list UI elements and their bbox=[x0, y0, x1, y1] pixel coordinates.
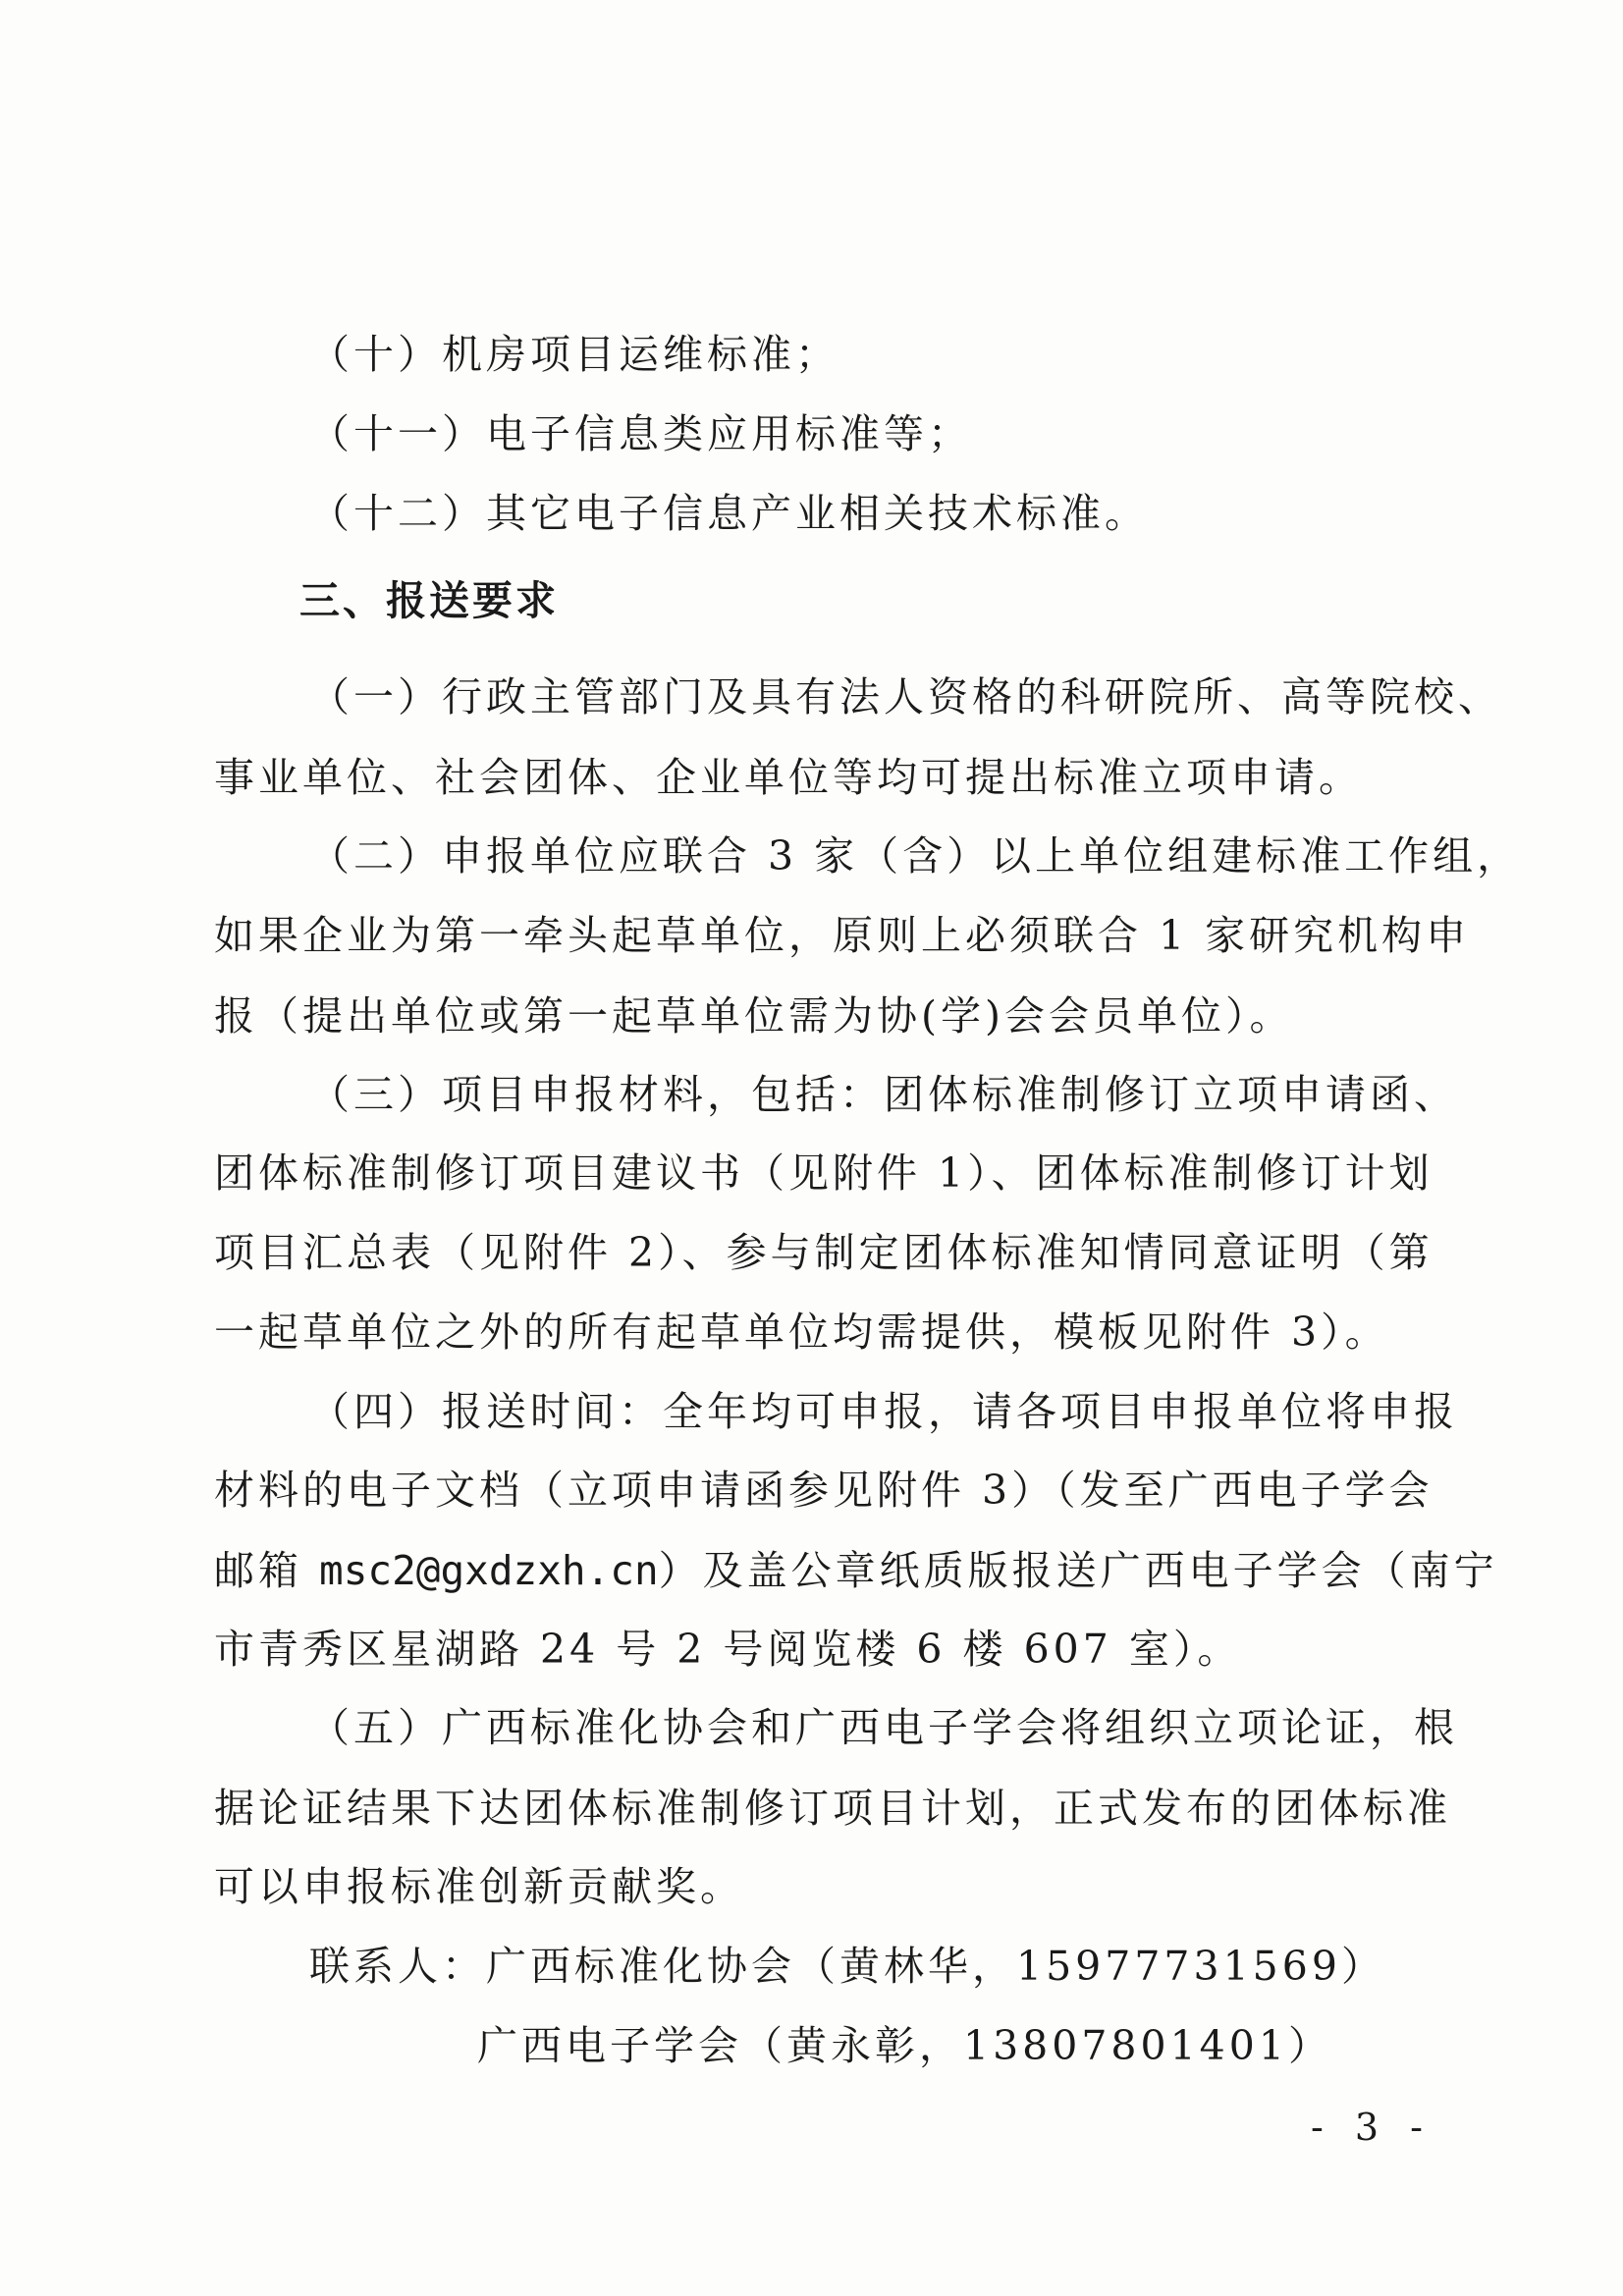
list-item-10: （十）机房项目运维标准； bbox=[309, 331, 839, 378]
paragraph-2-line-3: 报（提出单位或第一起草单位需为协(学)会会员单位）。 bbox=[214, 992, 1294, 1040]
email-suffix: ）及盖公章纸质版报送广西电子学会（南宁 bbox=[658, 1547, 1498, 1594]
paragraph-4-line-1: （四）报送时间：全年均可申报，请各项目申报单位将申报 bbox=[309, 1388, 1458, 1435]
paragraph-5-line-2: 据论证结果下达团体标准制修订项目计划，正式发布的团体标准 bbox=[214, 1785, 1451, 1832]
paragraph-4-line-4: 市青秀区星湖路 24 号 2 号阅览楼 6 楼 607 室）。 bbox=[214, 1626, 1242, 1673]
paragraph-4-line-2: 材料的电子文档（立项申请函参见附件 3）（发至广西电子学会 bbox=[214, 1467, 1434, 1514]
contact-line-2: 广西电子学会（黄永彰，13807801401） bbox=[477, 2022, 1332, 2069]
paragraph-3-line-1: （三）项目申报材料，包括：团体标准制修订立项申请函、 bbox=[309, 1071, 1458, 1118]
paragraph-2-line-1: （二）申报单位应联合 3 家（含）以上单位组建标准工作组， bbox=[309, 832, 1522, 880]
contact-line-1: 联系人：广西标准化协会（黄林华，15977731569） bbox=[309, 1943, 1385, 1990]
email-label: 邮箱 bbox=[214, 1547, 320, 1594]
paragraph-3-line-2: 团体标准制修订项目建议书（见附件 1）、团体标准制修订计划 bbox=[214, 1149, 1434, 1197]
email-address: msc2@gxdzxh.cn bbox=[319, 1547, 659, 1594]
paragraph-2-line-2: 如果企业为第一牵头起草单位，原则上必须联合 1 家研究机构申 bbox=[214, 912, 1471, 959]
paragraph-3-line-3: 项目汇总表（见附件 2）、参与制定团体标准知情同意证明（第 bbox=[214, 1229, 1434, 1276]
page-number: - 3 - bbox=[1311, 2106, 1434, 2149]
paragraph-3-line-4: 一起草单位之外的所有起草单位均需提供，模板见附件 3）。 bbox=[214, 1308, 1389, 1356]
section-heading: 三、报送要求 bbox=[299, 577, 559, 624]
paragraph-1-line-1: （一）行政主管部门及具有法人资格的科研院所、高等院校、 bbox=[309, 673, 1502, 721]
paragraph-4-line-3 bbox=[214, 1546, 1498, 1595]
list-item-11: （十一）电子信息类应用标准等； bbox=[309, 410, 972, 457]
list-item-12: （十二）其它电子信息产业相关技术标准。 bbox=[309, 490, 1149, 537]
paragraph-1-line-2: 事业单位、社会团体、企业单位等均可提出标准立项申请。 bbox=[214, 754, 1363, 801]
paragraph-5-line-3: 可以申报标准创新贡献奖。 bbox=[214, 1863, 744, 1910]
paragraph-5-line-1: （五）广西标准化协会和广西电子学会将组织立项论证，根 bbox=[309, 1704, 1458, 1751]
